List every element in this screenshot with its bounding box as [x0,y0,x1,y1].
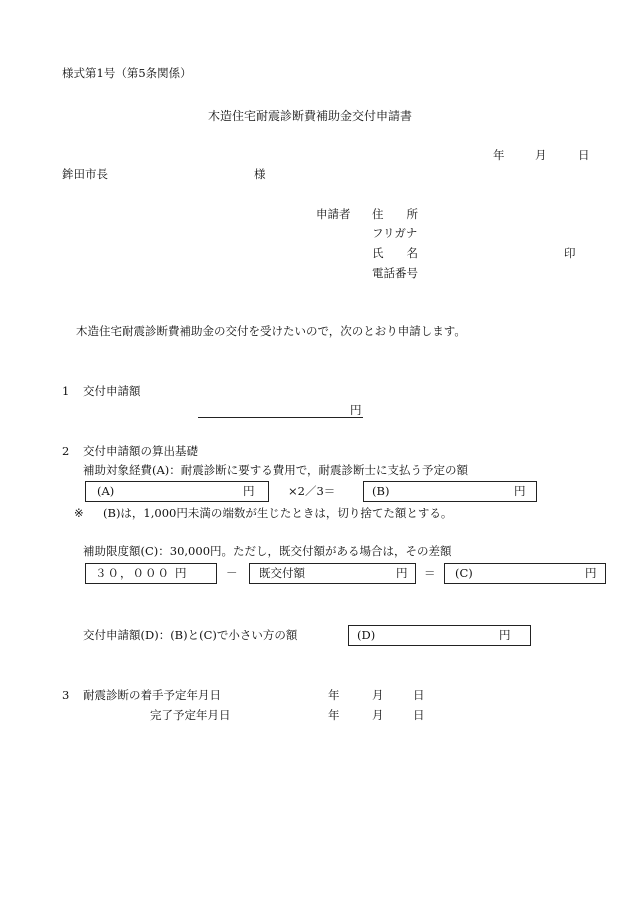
cost-description: 補助対象経費(A)：耐震診断に要する費用で，耐震診断士に支払う予定の額 [83,463,469,477]
end-day-label: 日 [413,708,425,722]
applicant-address-label: 住 所 [372,207,418,221]
date-year-label: 年 [493,148,505,162]
intro-text: 木造住宅耐震診断費補助金の交付を受けたいので，次のとおり申請します。 [76,324,466,338]
section1-unit: 円 [350,403,362,417]
limit-amount-box [85,563,217,584]
date-day-label: 日 [578,148,590,162]
applicant-seal-mark: 印 [564,246,576,260]
section2-number: 2 [62,444,70,458]
note-mark: ※ [74,506,84,520]
multiplier-text: ×2／3＝ [288,484,336,498]
limit-amount: ３０，０００ [95,566,170,580]
end-date-label: 完了予定年月日 [150,708,231,722]
start-month-label: 月 [372,688,384,702]
box-a[interactable] [85,481,269,502]
box-d-label: (D) [357,628,376,642]
applicant-name-label: 氏 名 [372,246,418,260]
section1-amount-line[interactable] [198,404,363,418]
box-c-label: (C) [455,566,473,580]
addressee-name: 鉾田市長 [62,167,108,181]
applicant-furigana-label: フリガナ [372,226,418,240]
prior-amount-label: 既交付額 [259,566,305,580]
prior-amount-unit: 円 [396,566,408,580]
box-c-unit: 円 [585,566,597,580]
minus-sign: － [226,566,238,580]
start-date-label: 耐震診断の着手予定年月日 [83,688,221,702]
section1-number: 1 [62,384,70,398]
date-month-label: 月 [535,148,547,162]
section1-title: 交付申請額 [83,384,141,398]
equals-sign: ＝ [424,566,436,580]
end-year-label: 年 [328,708,340,722]
note-text: (B)は，1,000円未満の端数が生じたときは，切り捨てた額とする。 [103,506,453,520]
end-month-label: 月 [372,708,384,722]
limit-amount-unit: 円 [175,566,187,580]
prior-amount-box[interactable] [249,563,416,584]
applicant-label: 申請者 [316,207,351,221]
d-description: 交付申請額(D)：(B)と(C)で小さい方の額 [83,628,298,642]
start-day-label: 日 [413,688,425,702]
addressee-honorific: 様 [254,167,266,181]
box-a-unit: 円 [243,484,255,498]
applicant-phone-label: 電話番号 [372,266,418,280]
form-title: 木造住宅耐震診断費補助金交付申請書 [208,109,413,123]
box-b-label: (B) [372,484,390,498]
limit-description: 補助限度額(C)：30,000円。ただし，既交付額がある場合は，その差額 [83,544,452,558]
box-a-label: (A) [97,484,115,498]
section2-title: 交付申請額の算出基礎 [83,444,198,458]
form-number: 様式第1号（第5条関係） [62,66,192,80]
box-c[interactable] [444,563,606,584]
box-b[interactable] [363,481,537,502]
box-d-unit: 円 [499,628,511,642]
box-b-unit: 円 [514,484,526,498]
section3-number: 3 [62,688,70,702]
box-d[interactable] [348,625,531,646]
start-year-label: 年 [328,688,340,702]
